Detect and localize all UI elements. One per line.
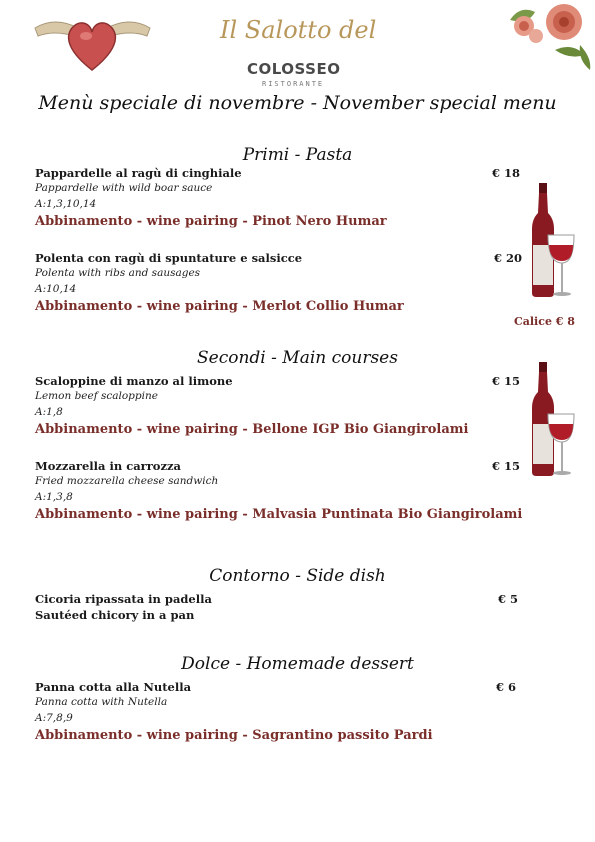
section-heading-contorno: Contorno - Side dish — [209, 566, 386, 586]
wine-pairing: Abbinamento - wine pairing - Merlot Collio Humar — [35, 299, 404, 314]
dish-english: Fried mozzarella cheese sandwich — [35, 475, 219, 487]
wine-bottle-icon — [526, 183, 576, 301]
dish-english: Panna cotta with Nutella — [35, 696, 168, 708]
dish-price: € 6 — [496, 680, 517, 694]
section-heading-secondi: Secondi - Main courses — [197, 348, 398, 368]
dish-english: Pappardelle with wild boar sauce — [35, 182, 213, 194]
dish-english: Lemon beef scaloppine — [35, 390, 158, 402]
wine-pairing: Abbinamento - wine pairing - Sagrantino passito Pardi — [35, 728, 433, 743]
wine-pairing: Abbinamento - wine pairing - Bellone IGP Bio Giangirolami — [35, 422, 469, 437]
wine-pairing: Abbinamento - wine pairing - Malvasia Puntinata Bio Giangirolami — [35, 507, 523, 522]
dish-allergens: A:1,3,8 — [35, 491, 73, 503]
roses-icon — [500, 0, 595, 72]
dish-allergens: A:1,8 — [35, 406, 63, 418]
dish-english: Sautéed chicory in a pan — [35, 608, 195, 622]
dish-name: Pappardelle al ragù di cinghiale — [35, 166, 242, 180]
page-title: Menù speciale di novembre - November special menu — [38, 92, 557, 114]
dish-price: € 18 — [492, 166, 521, 180]
section-heading-primi: Primi - Pasta — [242, 145, 353, 165]
logo-sub: RISTORANTE — [262, 80, 325, 88]
logo-script: Il Salotto del — [220, 16, 377, 44]
dish-name: Polenta con ragù di spuntature e salsicce — [35, 251, 303, 265]
winged-heart-icon — [30, 8, 155, 76]
logo-main: COLOSSEO — [247, 60, 341, 78]
wine-bottle-icon — [526, 362, 576, 480]
section-heading-dolce: Dolce - Homemade dessert — [181, 654, 414, 674]
dish-price: € 15 — [492, 374, 521, 388]
dish-name: Cicoria ripassata in padella — [35, 592, 212, 606]
dish-price: € 20 — [494, 251, 523, 265]
calice-price: Calice € 8 — [514, 315, 575, 328]
dish-price: € 5 — [498, 592, 519, 606]
dish-english: Polenta with ribs and sausages — [35, 267, 201, 279]
dish-allergens: A:7,8,9 — [35, 712, 73, 724]
dish-name: Mozzarella in carrozza — [35, 459, 181, 473]
dish-allergens: A:1,3,10,14 — [35, 198, 97, 210]
dish-allergens: A:10,14 — [35, 283, 77, 295]
dish-name: Panna cotta alla Nutella — [35, 680, 192, 694]
dish-name: Scaloppine di manzo al limone — [35, 374, 233, 388]
wine-pairing: Abbinamento - wine pairing - Pinot Nero Humar — [35, 214, 387, 229]
dish-price: € 15 — [492, 459, 521, 473]
